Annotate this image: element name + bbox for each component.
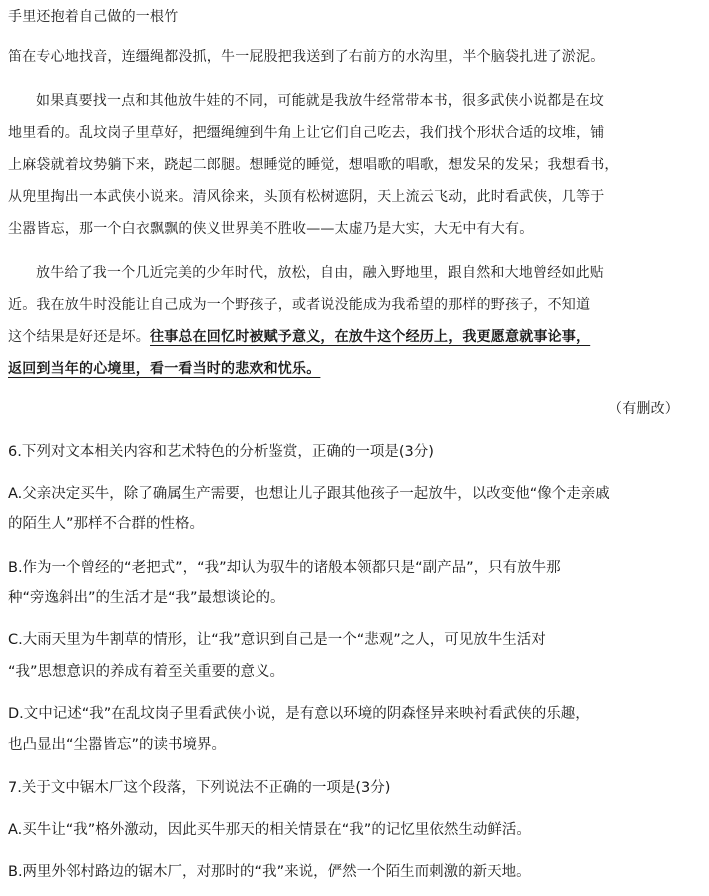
passage-text: 这个结果是好还是坏。 [8,329,150,345]
q7-option-a: A.买牛让“我”格外激动，因此买牛那天的相关情景在“我”的记忆里依然生动鲜活。 [8,822,531,838]
question-7-stem: 7.关于文中锯木厂这个段落，下列说法不正确的一项是(3分) [8,780,391,796]
q6-option-a: A.父亲决定买牛，除了确属生产需要，也想让儿子跟其他孩子一起放牛，以改变他“像个走亲戚 [8,486,610,502]
q6-option-d: D.文中记述“我”在乱坟岗子里看武侠小说，是有意以环境的阴森怪异来映衬看武侠的乐趣， [8,706,590,722]
q6-option-c: “我”思想意识的养成有着至关重要的意义。 [8,664,285,680]
q6-option-b: B.作为一个曾经的“老把式”，“我”却认为驭牛的诸般本领都只是“副产品”，只有放牛那 [8,560,561,576]
passage-line [8,358,320,378]
passage-line: 如果真要找一点和其他放牛娃的不同，可能就是我放牛经常带本书，很多武侠小说都是在坟 [36,93,604,109]
q6-option-b: 种“旁逸斜出”的生活才是“我”最想谈论的。 [8,590,285,606]
passage-line: 从兜里掏出一本武侠小说来。清风徐来，头顶有松树遮阴，天上流云飞动，此时看武侠，几等于 [8,189,605,205]
passage-line: 手里还抱着自己做的一根竹 [8,9,179,25]
passage-line: 尘嚣皆忘，那一个白衣飘飘的侠义世界美不胜收——太虚乃是大实，大无中有大有。 [8,221,534,237]
q6-option-d: 也凸显出“尘嚣皆忘”的读书境界。 [8,737,227,753]
q6-option-a: 的陌生人”那样不合群的性格。 [8,516,205,532]
underlined-emphasis-text: 返回到当年的心境里，看一看当时的悲欢和忧乐。 [8,361,321,377]
underlined-emphasis-text: 往事总在回忆时被赋予意义，在放牛这个经历上，我更愿意就事论事， [150,329,591,345]
passage-line [8,326,590,346]
passage-line: 笛在专心地找音，连缰绳都没抓，牛一屁股把我送到了右前方的水沟里，半个脑袋扎进了淤泥。 [8,49,605,65]
source-note: （有删改） [608,401,679,417]
passage-line: 近。我在放牛时没能让自己成为一个野孩子，或者说没能成为我希望的那样的野孩子，不知道 [8,297,591,313]
passage-line: 地里看的。乱坟岗子里草好，把缰绳缠到牛角上让它们自己吃去，我们找个形状合适的坟堆，铺 [8,125,605,141]
passage-line: 上麻袋就着坟势躺下来，跷起二郎腿。想睡觉的睡觉，想唱歌的唱歌，想发呆的发呆；我想看书， [8,157,619,173]
q6-option-c: C.大雨天里为牛割草的情形，让“我”意识到自己是一个“悲观”之人，可见放牛生活对 [8,632,546,648]
question-6-stem: 6.下列对文本相关内容和艺术特色的分析鉴赏，正确的一项是(3分) [8,444,434,460]
passage-line: 放牛给了我一个几近完美的少年时代，放松，自由，融入野地里，跟自然和大地曾经如此贴 [36,265,604,281]
q7-option-b: B.两里外邻村路边的锯木厂，对那时的“我”来说，俨然一个陌生而刺激的新天地。 [8,864,531,880]
